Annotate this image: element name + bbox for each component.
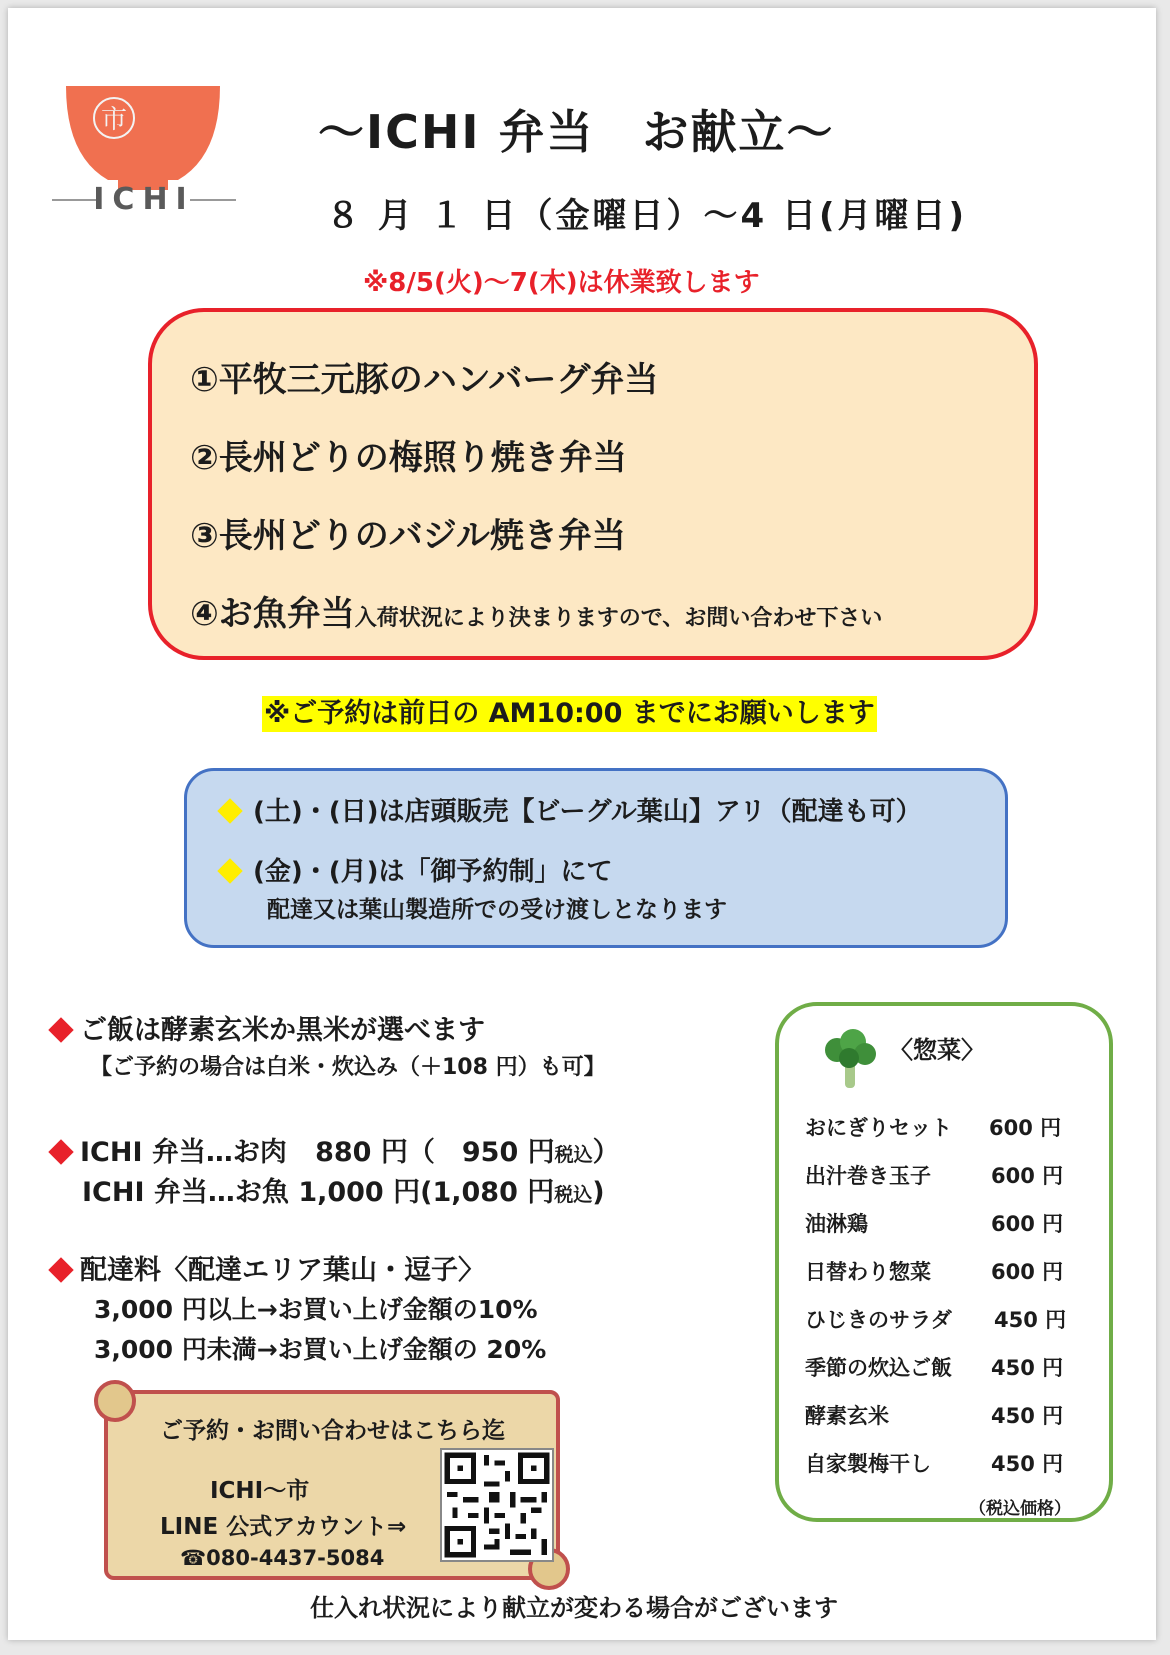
menu-item-4: ④お魚弁当入荷状況により決まりますので、お問い合わせ下さい <box>190 594 883 634</box>
scroll-curl-top <box>94 1380 136 1422</box>
red-diamond-icon <box>48 1257 73 1282</box>
sales-line-weekend: (土)・(日)は店頭販売【ビーグル葉山】アリ（配達も可） <box>217 791 922 828</box>
logo-text: ICHI <box>93 182 195 216</box>
side-dish-price: 450 円 <box>991 1356 1064 1380</box>
side-dish-name: ひじきのサラダ <box>805 1308 952 1332</box>
yellow-diamond-icon <box>217 858 242 883</box>
date-range: ８ 月 １ 日（金曜日）〜4 日(月曜日) <box>326 196 968 236</box>
side-dish-name: 日替わり惣菜 <box>805 1260 931 1284</box>
sales-info-box <box>184 768 1008 948</box>
side-dish-price: 450 円 <box>991 1452 1064 1476</box>
rice-reservation-note: 【ご予約の場合は白米・炊込み（＋108 円）も可】 <box>90 1055 606 1080</box>
bento-menu-box <box>148 308 1038 660</box>
side-dish-name: 季節の炊込ご飯 <box>805 1356 952 1380</box>
delivery-fee: 配達料〈配達エリア葉山・逗子〉 <box>52 1248 485 1287</box>
ichi-bowl-logo <box>48 76 238 216</box>
sales-line-pickup: 配達又は葉山製造所での受け渡しとなります <box>267 897 727 923</box>
contact-phone: ☎080-4437-5084 <box>180 1546 385 1570</box>
price-fish: ICHI 弁当…お魚 1,000 円(1,080 円税込) <box>82 1177 605 1208</box>
side-dish-name: 酵素玄米 <box>805 1404 889 1428</box>
menu-item-2: ②長州どりの梅照り焼き弁当 <box>190 438 627 478</box>
logo-kanji: 市 <box>100 105 128 135</box>
rice-choice: ご飯は酵素玄米か黒米が選べます <box>52 1008 485 1047</box>
side-dish-price: 450 円 <box>991 1404 1064 1428</box>
side-dish-price: 450 円 <box>994 1308 1067 1332</box>
delivery-fee-over: 3,000 円以上→お買い上げ金額の10% <box>94 1295 538 1324</box>
side-dish-name: 自家製梅干し <box>805 1452 931 1476</box>
yellow-diamond-icon <box>217 798 242 823</box>
price-meat: ICHI 弁当…お肉 880 円（ 950 円税込） <box>52 1130 620 1169</box>
delivery-fee-under: 3,000 円未満→お買い上げ金額の 20% <box>94 1335 547 1364</box>
contact-line-account: LINE 公式アカウント⇒ <box>160 1514 407 1540</box>
flyer-page <box>8 8 1156 1640</box>
side-dish-price: 600 円 <box>991 1260 1064 1284</box>
side-dish-title: 〈惣菜〉 <box>889 1036 985 1064</box>
line-qr-code[interactable] <box>440 1448 554 1562</box>
red-diamond-icon <box>48 1139 73 1164</box>
side-dish-name: 出汁巻き玉子 <box>805 1164 931 1188</box>
menu-item-3: ③長州どりのバジル焼き弁当 <box>190 516 626 556</box>
tax-included-note: （税込価格） <box>969 1499 1071 1519</box>
red-diamond-icon <box>48 1017 73 1042</box>
side-dish-price: 600 円 <box>991 1164 1064 1188</box>
side-dish-price: 600 円 <box>991 1212 1064 1236</box>
sales-line-weekday: (金)・(月)は「御予約制」にて <box>217 851 613 888</box>
side-dish-box <box>775 1002 1113 1522</box>
side-dish-name: 油淋鶏 <box>805 1212 868 1236</box>
footer-note: 仕入れ状況により献立が変わる場合がございます <box>310 1594 838 1622</box>
contact-heading: ご予約・お問い合わせはこちら迄 <box>160 1418 505 1444</box>
page-title: 〜ICHI 弁当 お献立〜 <box>318 105 835 159</box>
broccoli-icon <box>821 1028 879 1092</box>
side-dish-price: 600 円 <box>989 1116 1062 1140</box>
menu-item-4-note: 入荷状況により決まりますので、お問い合わせ下さい <box>354 606 883 631</box>
contact-shop-name: ICHI〜市 <box>210 1478 310 1504</box>
reservation-deadline: ※ご予約は前日の AM10:00 までにお願いします <box>262 696 877 732</box>
side-dish-name: おにぎりセット <box>805 1116 952 1140</box>
menu-item-1: ①平牧三元豚のハンバーグ弁当 <box>190 360 659 400</box>
closed-notice: ※8/5(火)〜7(木)は休業致します <box>363 268 760 298</box>
